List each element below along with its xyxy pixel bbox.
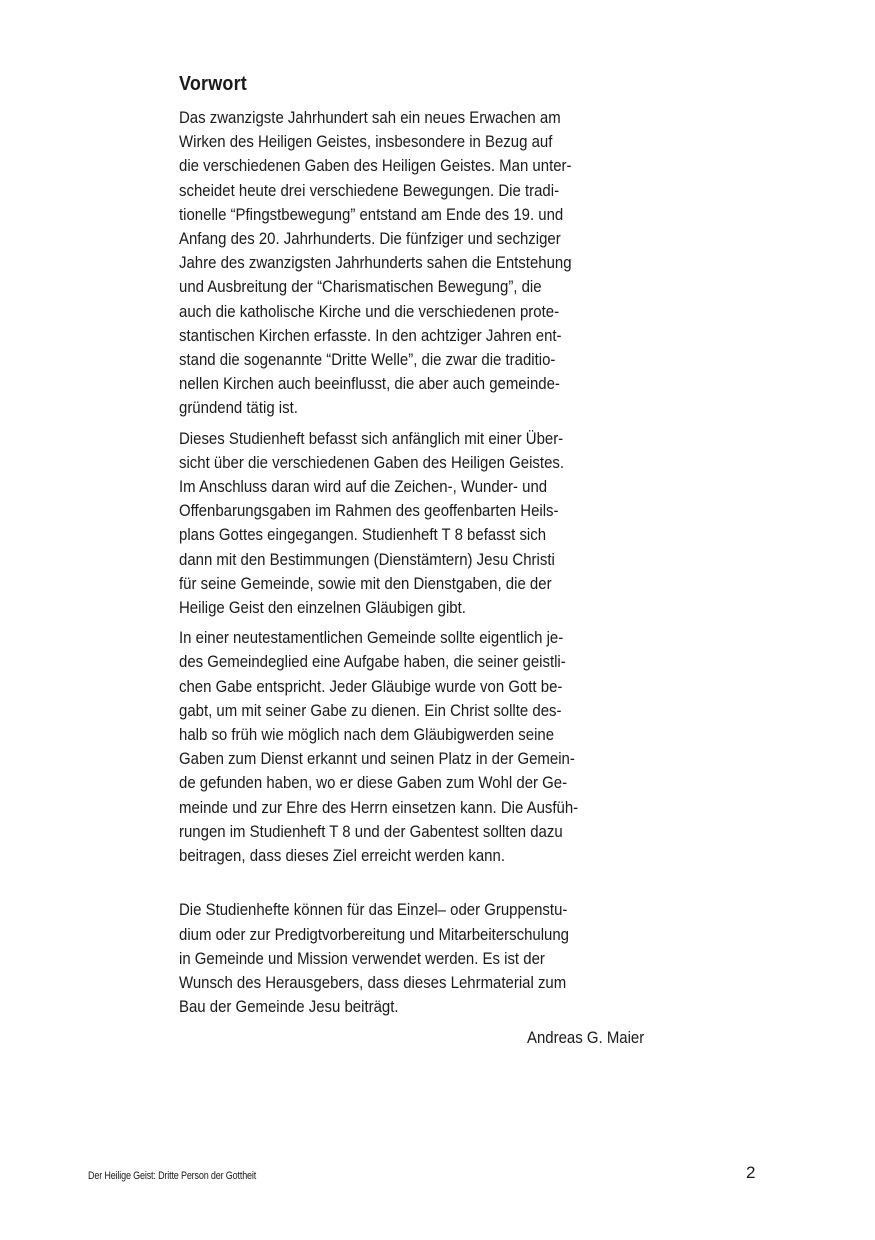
text-line: sicht über die verschiedenen Gaben des Heiligen Geistes. bbox=[179, 452, 565, 472]
text-line: und Ausbreitung der “Charismatischen Bewegung”, die bbox=[179, 277, 542, 297]
text-line: halb so früh wie möglich nach dem Gläubigwerden seine bbox=[179, 725, 555, 745]
page-body bbox=[179, 72, 651, 1019]
author-signature: Andreas G. Maier bbox=[526, 1028, 644, 1047]
text-line: gabt, um mit seiner Gabe zu dienen. Ein Christ sollte des- bbox=[179, 700, 562, 720]
text-line: Offenbarungsgaben im Rahmen des geoffenbarten Heils- bbox=[179, 501, 559, 521]
footer-title: Der Heilige Geist: Dritte Person der Gottheit bbox=[88, 1170, 257, 1182]
text-line: für seine Gemeinde, sowie mit den Dienstgaben, die der bbox=[179, 573, 552, 593]
text-line: de gefunden haben, wo er diese Gaben zum Wohl der Ge- bbox=[179, 773, 568, 793]
text-line: beitragen, dass dieses Ziel erreicht werden kann. bbox=[179, 846, 505, 866]
text-line: Dieses Studienheft befasst sich anfänglich mit einer Über- bbox=[179, 428, 564, 448]
text-line: Anfang des 20. Jahrhunderts. Die fünfziger und sechziger bbox=[179, 229, 561, 249]
text-line: chen Gabe entspricht. Jeder Gläubige wurde von Gott be- bbox=[179, 676, 563, 696]
text-line: Wirken des Heiligen Geistes, insbesondere in Bezug auf bbox=[179, 132, 553, 152]
text-line: stantischen Kirchen erfasste. In den achtziger Jahren ent- bbox=[179, 325, 562, 345]
paragraph-3 bbox=[179, 626, 651, 868]
text-line: In einer neutestamentlichen Gemeinde sollte eigentlich je- bbox=[179, 628, 564, 648]
text-line: scheidet heute drei verschiedene Bewegungen. Die tradi- bbox=[179, 180, 560, 200]
text-line: dium oder zur Predigtvorbereitung und Mitarbeiterschulung bbox=[179, 924, 570, 944]
text-line: Gaben zum Dienst erkannt und seinen Platz in der Gemein- bbox=[179, 749, 575, 769]
text-line: stand die sogenannte “Dritte Welle”, die zwar die traditio- bbox=[179, 350, 556, 370]
text-line: in Gemeinde und Mission verwendet werden. Es ist der bbox=[179, 948, 545, 968]
text-line: Wunsch des Herausgebers, dass dieses Lehrmaterial zum bbox=[179, 972, 567, 992]
text-line: gründend tätig ist. bbox=[179, 398, 298, 418]
text-line: tionelle “Pfingstbewegung” entstand am Ende des 19. und bbox=[179, 204, 564, 224]
text-line: Heilige Geist den einzelnen Gläubigen gibt. bbox=[179, 598, 466, 618]
paragraph-4 bbox=[179, 898, 651, 1019]
text-line: plans Gottes eingegangen. Studienheft T 8 befasst sich bbox=[179, 525, 547, 545]
page-title: Vorwort bbox=[179, 73, 247, 95]
paragraph-1 bbox=[179, 106, 651, 421]
text-line: Bau der Gemeinde Jesu beiträgt. bbox=[179, 997, 399, 1017]
text-line: rungen im Studienheft T 8 und der Gabentest sollten dazu bbox=[179, 821, 563, 841]
text-line: nellen Kirchen auch beeinflusst, die aber auch gemeinde- bbox=[179, 374, 560, 394]
text-line: die verschiedenen Gaben des Heiligen Geistes. Man unter- bbox=[179, 156, 572, 176]
text-line: meinde und zur Ehre des Herrn einsetzen kann. Die Ausfüh- bbox=[179, 797, 579, 817]
text-line: dann mit den Bestimmungen (Dienstämtern) Jesu Christi bbox=[179, 549, 555, 569]
text-line: Jahre des zwanzigsten Jahrhunderts sahen die Entstehung bbox=[179, 253, 572, 273]
text-line: Im Anschluss daran wird auf die Zeichen-, Wunder- und bbox=[179, 477, 548, 497]
page-number: 2 bbox=[746, 1163, 756, 1182]
text-line: Das zwanzigste Jahrhundert sah ein neues Erwachen am bbox=[179, 108, 561, 127]
paragraph-spacer bbox=[179, 868, 651, 898]
text-line: auch die katholische Kirche und die verschiedenen prote- bbox=[179, 301, 560, 321]
text-line: des Gemeindeglied eine Aufgabe haben, die seiner geistli- bbox=[179, 652, 566, 672]
text-line: Die Studienhefte können für das Einzel– oder Gruppenstu- bbox=[179, 900, 568, 920]
paragraph-2 bbox=[179, 427, 651, 621]
